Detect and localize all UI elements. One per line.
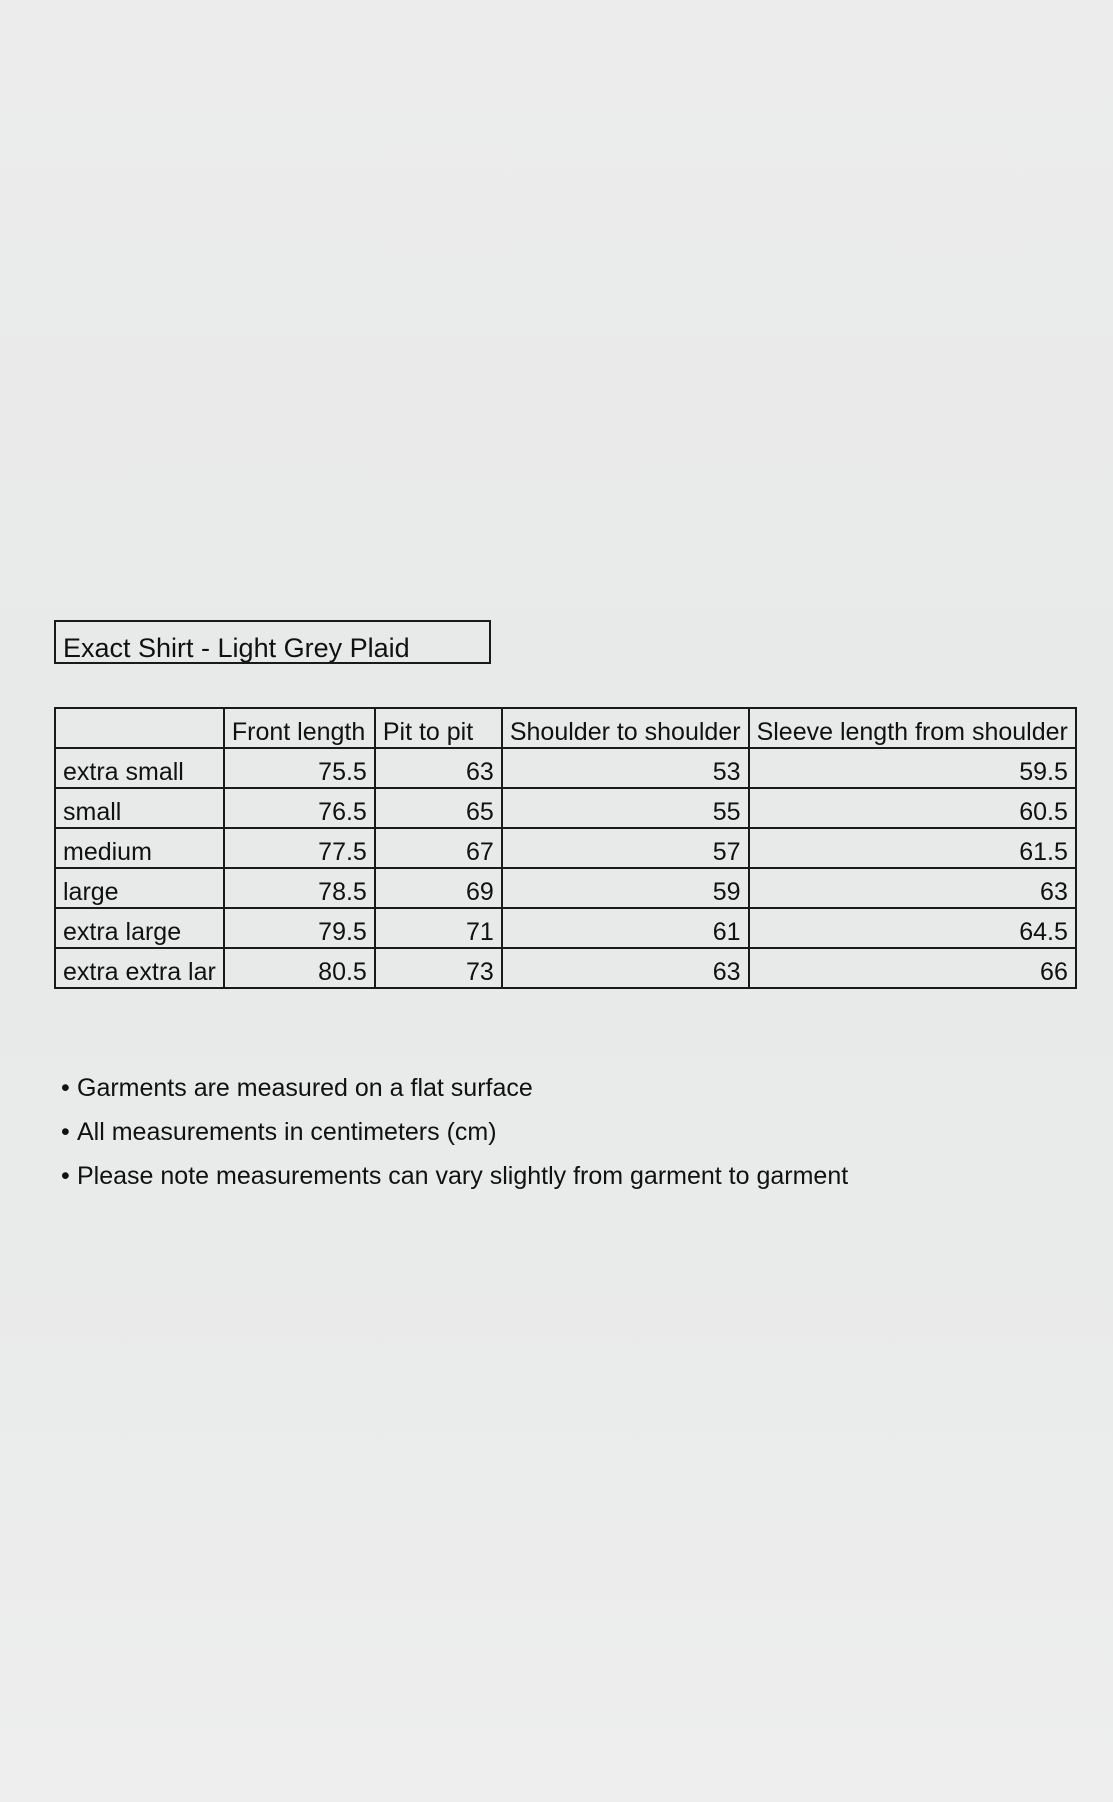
note-text: Please note measurements can vary slightly from garment to garment (77, 1162, 849, 1190)
column-header-shoulder-to-shoulder: Shoulder to shoulder (502, 708, 749, 748)
note-item (61, 1066, 848, 1110)
size-label: medium (55, 828, 224, 868)
size-label: small (55, 788, 224, 828)
sleeve-length-value: 59.5 (749, 748, 1076, 788)
shoulder-to-shoulder-value: 57 (502, 828, 749, 868)
shoulder-to-shoulder-value: 61 (502, 908, 749, 948)
table-row (55, 788, 1076, 828)
column-header-sleeve-length: Sleeve length from shoulder (749, 708, 1076, 748)
note-item (61, 1110, 848, 1154)
front-length-value: 77.5 (224, 828, 375, 868)
shoulder-to-shoulder-value: 59 (502, 868, 749, 908)
table-row (55, 748, 1076, 788)
front-length-value: 79.5 (224, 908, 375, 948)
table-header-row (55, 708, 1076, 748)
front-length-value: 75.5 (224, 748, 375, 788)
table-row (55, 828, 1076, 868)
sleeve-length-value: 66 (749, 948, 1076, 988)
sleeve-length-value: 60.5 (749, 788, 1076, 828)
table-row (55, 908, 1076, 948)
shoulder-to-shoulder-value: 53 (502, 748, 749, 788)
sleeve-length-value: 63 (749, 868, 1076, 908)
pit-to-pit-value: 67 (375, 828, 502, 868)
pit-to-pit-value: 63 (375, 748, 502, 788)
pit-to-pit-value: 71 (375, 908, 502, 948)
front-length-value: 76.5 (224, 788, 375, 828)
note-text: All measurements in centimeters (cm) (77, 1118, 497, 1146)
pit-to-pit-value: 73 (375, 948, 502, 988)
size-chart-table (54, 707, 1077, 989)
measurement-notes (61, 1066, 848, 1198)
note-item (61, 1154, 848, 1198)
size-label: extra small (55, 748, 224, 788)
sleeve-length-value: 61.5 (749, 828, 1076, 868)
size-label: large (55, 868, 224, 908)
column-header-pit-to-pit: Pit to pit (375, 708, 502, 748)
page-title: Exact Shirt - Light Grey Plaid (54, 620, 491, 664)
pit-to-pit-value: 69 (375, 868, 502, 908)
bullet-icon: • (61, 1118, 70, 1146)
bullet-icon: • (61, 1074, 70, 1102)
table-row (55, 948, 1076, 988)
column-header-front-length: Front length (224, 708, 375, 748)
size-label: extra extra lar (55, 948, 224, 988)
note-text: Garments are measured on a flat surface (77, 1074, 533, 1102)
bullet-icon: • (61, 1162, 70, 1190)
front-length-value: 78.5 (224, 868, 375, 908)
size-label: extra large (55, 908, 224, 948)
shoulder-to-shoulder-value: 63 (502, 948, 749, 988)
column-header-size (55, 708, 224, 748)
table-row (55, 868, 1076, 908)
front-length-value: 80.5 (224, 948, 375, 988)
sleeve-length-value: 64.5 (749, 908, 1076, 948)
pit-to-pit-value: 65 (375, 788, 502, 828)
shoulder-to-shoulder-value: 55 (502, 788, 749, 828)
